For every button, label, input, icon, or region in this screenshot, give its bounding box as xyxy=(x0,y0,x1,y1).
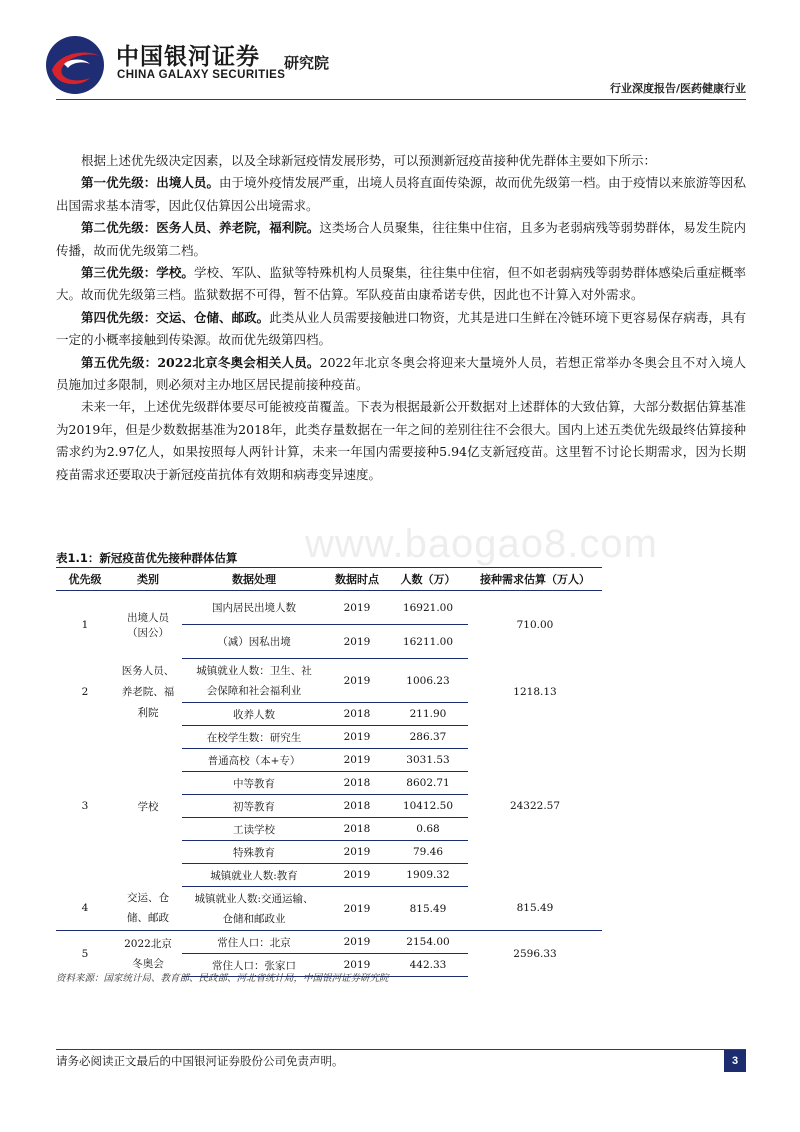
count-cell: 1909.32 xyxy=(388,864,468,887)
priority-cell: 5 xyxy=(81,947,89,960)
count-cell: 8602.71 xyxy=(388,772,468,795)
priority-cell: 1 xyxy=(81,618,89,631)
priority-1-text: 由于境外疫情发展严重，出境人员将直面传染源，故而优先级第一档。由于疫情以来旅游等因私出国需求基本清零，因此仅估算因公出境需求。 xyxy=(56,175,746,213)
priority-cell: 4 xyxy=(56,887,114,931)
body-text xyxy=(56,150,746,486)
count-cell: 442.33 xyxy=(388,954,468,977)
galaxy-logo-icon xyxy=(44,34,106,96)
item-cell: 城镇就业人数：卫生、社会保障和社会福利业 xyxy=(182,659,326,703)
item-cell: 普通高校（本+专） xyxy=(182,749,326,772)
item-cell: 城镇就业人数:交通运输、仓储和邮政业 xyxy=(182,887,326,931)
item-cell: 特殊教育 xyxy=(182,841,326,864)
priority-cell: 3 xyxy=(81,800,89,812)
item-cell: 常住人口：张家口 xyxy=(182,954,326,977)
footer-divider xyxy=(56,1049,746,1050)
paragraph-priority-1 xyxy=(56,172,746,217)
priority-3-heading: 第三优先级：学校。 xyxy=(81,265,194,281)
category-cell: 2022北京冬奥会 xyxy=(124,937,172,970)
header-count: 人数（万） xyxy=(388,568,468,591)
demand-cell: 24322.57 xyxy=(509,800,561,812)
group-2 xyxy=(56,659,602,726)
header-demand: 接种需求估算（万人） xyxy=(468,568,602,591)
year-cell: 2019 xyxy=(326,864,388,887)
category-cell: 学校 xyxy=(137,800,159,813)
page-number: 3 xyxy=(724,1050,746,1072)
priority-5-heading: 第五优先级：2022北京冬奥会相关人员。 xyxy=(81,354,320,370)
demand-cell: 710.00 xyxy=(516,618,554,631)
report-type: 行业深度报告/医药健康行业 xyxy=(609,82,746,95)
count-cell: 211.90 xyxy=(388,703,468,726)
table-row xyxy=(56,726,602,749)
footer-disclaimer: 请务必阅读正文最后的中国银河证券股份公司免责声明。 xyxy=(56,1054,344,1068)
priority-4-text: 此类从业人员需要接触进口物资，尤其是进口生鲜在冷链环境下更容易保存病毒，具有一定的小概率接触到传染源。故而优先级第四档。 xyxy=(56,309,746,348)
watermark: www.baogao8.com xyxy=(305,522,658,566)
header-priority: 优先级 xyxy=(56,568,114,591)
priority-cell: 2 xyxy=(81,686,89,698)
year-cell: 2018 xyxy=(326,703,388,726)
logo-en-text: CHINA GALAXY SECURITIES xyxy=(117,69,286,81)
group-1 xyxy=(56,591,602,659)
year-cell: 2018 xyxy=(326,772,388,795)
table-row xyxy=(56,591,602,625)
year-cell: 2019 xyxy=(326,841,388,864)
year-cell: 2019 xyxy=(326,749,388,772)
year-cell: 2019 xyxy=(326,887,388,931)
year-cell: 2019 xyxy=(326,659,388,703)
item-cell: 城镇就业人数:教育 xyxy=(182,864,326,887)
company-logo xyxy=(44,34,354,96)
item-cell: 常住人口：北京 xyxy=(182,931,326,954)
group-4 xyxy=(56,887,602,931)
year-cell: 2019 xyxy=(326,591,388,625)
priority-1-heading: 第一优先级：出境人员。 xyxy=(81,175,220,191)
category-cell: 出境人员（因公） xyxy=(127,611,169,639)
logo-cn-text: 中国银河证券 xyxy=(116,44,260,70)
paragraph-intro-text: 根据上述优先级决定因素，以及全球新冠疫情发展形势，可以预测新冠疫苗接种优先群体主要如下所示： xyxy=(81,153,657,168)
count-cell: 16211.00 xyxy=(388,625,468,659)
table-source: 资料来源：国家统计局、教育部、民政部、河北省统计局，中国银河证券研究院 xyxy=(56,973,389,984)
table-caption: 表1.1：新冠疫苗优先接种群体估算 xyxy=(56,551,238,565)
logo-institute-text: 研究院 xyxy=(284,54,330,72)
priority-5-text: 2022年北京冬奥会将迎来大量境外人员，若想正常举办冬奥会且不对入境人员施加过多限制，则必须对主办地区居民提前接种疫苗。 xyxy=(56,354,746,393)
item-cell: 工读学校 xyxy=(182,818,326,841)
count-cell: 16921.00 xyxy=(388,591,468,625)
paragraph-priority-4 xyxy=(56,307,746,352)
header-category: 类别 xyxy=(114,568,182,591)
paragraph-priority-3 xyxy=(56,262,746,307)
year-cell: 2019 xyxy=(326,931,388,954)
count-cell: 0.68 xyxy=(388,818,468,841)
count-cell: 2154.00 xyxy=(388,931,468,954)
category-cell: 交运、仓储、邮政 xyxy=(114,887,182,931)
year-cell: 2019 xyxy=(326,726,388,749)
count-cell: 815.49 xyxy=(388,887,468,931)
paragraph-intro xyxy=(56,150,746,172)
item-cell: 中等教育 xyxy=(182,772,326,795)
paragraph-priority-5 xyxy=(56,352,746,397)
paragraph-summary-text: 未来一年，上述优先级群体要尽可能被疫苗覆盖。下表为根据最新公开数据对上述群体的大致估算，大部分数据估算基准为2019年，但是少数数据基准为2018年，此类存量数据在一年之间的差别往往不会很大。国内上述五类优先级最终估算接种需求约为2.97亿人，如果按照每人两针计算，未来一年国内需要接种5.94亿支新冠疫苗。这里暂不讨论长期需求，因为长期疫苗需求还要取决于新冠疫苗抗体有效期和病毒变异速度。 xyxy=(56,399,746,482)
paragraph-priority-2 xyxy=(56,217,746,262)
paragraph-summary xyxy=(56,396,746,486)
year-cell: 2018 xyxy=(326,795,388,818)
priority-3-text: 学校、军队、监狱等特殊机构人员聚集，往往集中住宿，但不如老弱病残等弱势群体感染后重症概率大。故而优先级第三档。监狱数据不可得，暂不估算。军队疫苗由康希诺专供，因此也不计算入对外需求。 xyxy=(56,265,746,303)
year-cell: 2019 xyxy=(326,954,388,977)
item-cell: 初等教育 xyxy=(182,795,326,818)
item-cell: （减）因私出境 xyxy=(182,625,326,659)
item-cell: 在校学生数：研究生 xyxy=(182,726,326,749)
vaccine-priority-table xyxy=(56,567,602,977)
table-header-row xyxy=(56,568,602,591)
category-cell: 医务人员、养老院、福利院 xyxy=(121,664,175,719)
header-divider xyxy=(56,99,746,100)
header-data-processing: 数据处理 xyxy=(182,568,326,591)
group-3 xyxy=(56,726,602,887)
year-cell: 2018 xyxy=(326,818,388,841)
priority-2-text: 这类场合人员聚集，往往集中住宿，且多为老弱病残等弱势群体，易发生院内传播，故而优先级第二档。 xyxy=(56,220,746,258)
priority-2-heading: 第二优先级：医务人员、养老院，福利院。 xyxy=(81,220,320,236)
count-cell: 3031.53 xyxy=(388,749,468,772)
table-row xyxy=(56,887,602,931)
table-row xyxy=(56,931,602,954)
count-cell: 10412.50 xyxy=(388,795,468,818)
item-cell: 收养人数 xyxy=(182,703,326,726)
demand-cell: 815.49 xyxy=(468,887,602,931)
table-row xyxy=(56,659,602,703)
priority-4-heading: 第四优先级：交运、仓储、邮政。 xyxy=(81,309,270,325)
year-cell: 2019 xyxy=(326,625,388,659)
count-cell: 1006.23 xyxy=(388,659,468,703)
demand-cell: 1218.13 xyxy=(513,686,557,698)
item-cell: 国内居民出境人数 xyxy=(182,591,326,625)
count-cell: 286.37 xyxy=(388,726,468,749)
header-data-date: 数据时点 xyxy=(326,568,388,591)
count-cell: 79.46 xyxy=(388,841,468,864)
demand-cell: 2596.33 xyxy=(513,947,557,960)
